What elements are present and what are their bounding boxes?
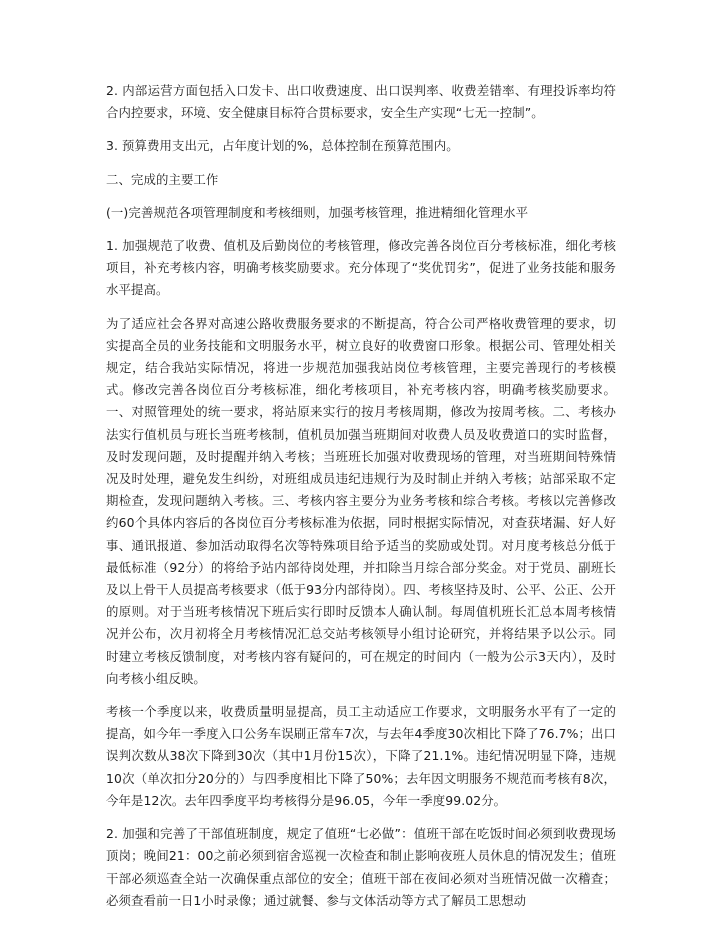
paragraph-assessment-details: 为了适应社会各界对高速公路收费服务要求的不断提高，符合公司严格收费管理的要求，切实提高全员的业务技能和文明服务水平，树立良好的收费窗口形象。根据公司、管理处相关规定，结合我站实际情况，将进一步规范加强我站岗位考核管理，主要完善现行的考核模式。修改完善各岗位百分考核标准，细化考核项目，补充考核内容，明确考核奖励要求。一、对照管理处的统一要求，将站原来实行的按月考核周期，修改为按周考核。二、考核办法实行值机员与班长当班考核制，值机员加强当班期间对收费人员及收费道口的实时监督，及时发现问题，及时提醒并纳入考核；当班班长加强对收费现场的管理，对当班期间特殊情况及时处理，避免发生纠纷，对班组成员违纪违规行为及时制止并纳入考核；站部采取不定期检查，发现问题纳入考核。三、考核内容主要分为业务考核和综合考核。考核以完善修改约60个具体内容后的各岗位百分考核标准为依据，同时根据实际情况，对查获堵漏、好人好事、通讯报道、参加活动取得名次等特殊项目给予适当的奖励或处罚。对月度考核总分低于最低标准（92分）的将给予站内部待岗处理，并扣除当月综合部分奖金。对于党员、副班长及以上骨干人员提高考核要求（低于93分内部待岗）。四、考核坚持及时、公平、公正、公开的原则。对于当班考核情况下班后实行即时反馈本人确认制。每周值机班长汇总本周考核情况并公布，次月初将全月考核情况汇总交站考核领导小组讨论研究，并将结果予以公示。同时建立考核反馈制度，对考核内容有疑问的，可在规定的时间内（一般为公示3天内），及时向考核小组反映。 [106,315,616,686]
paragraph-quarter-results: 考核一个季度以来，收费质量明显提高，员工主动适应工作要求，文明服务水平有了一定的提高，如今年一季度入口公务车误刷正常车7次，与去年4季度30次相比下降了76.7%；出口误判次数从38次下降到30次（其中1月份15次），下降了21.1%。违纪情况明显下降，违规10次（单次扣分20分的）与四季度相比下降了50%；去年因文明服务不规范而考核有8次，今年是12次。去年四季度平均考核得分是96.05，今年一季度99.02分。 [106,704,616,808]
paragraph-internal-operations: 2. 内部运营方面包括入口发卡、出口收费速度、出口误判率、收费差错率、有理投诉率均符合内控要求，环境、安全健康目标符合贯标要求，安全生产实现“七无一控制”。 [106,83,616,121]
paragraph-duty-system: 2. 加强和完善了干部值班制度，规定了值班“七必做”：值班干部在吃饭时间必须到收费现场顶岗；晚间21：00之前必须到宿舍巡视一次检查和制止影响夜班人员休息的情况发生；值班干部必须巡查全站一次确保重点部位的安全；值班干部在夜间必须对当班情况做一次稽查；必须查看前一日1小时录像；通过就餐、参与文体活动等方式了解员工思想动 [106,826,616,908]
subsection-heading-management: (一)完善规范各项管理制度和考核细则，加强考核管理，推进精细化管理水平 [106,204,529,220]
paragraph-budget: 3. 预算费用支出元，占年度计划的%，总体控制在预算范围内。 [106,138,459,154]
section-heading-main-work: 二、完成的主要工作 [106,171,219,187]
paragraph-assessment-standards: 1. 加强规范了收费、值机及后勤岗位的考核管理，修改完善各岗位百分考核标准，细化考核项目，补充考核内容，明确考核奖励要求。充分体现了“奖优罚劣”，促进了业务技能和服务水平提高。 [106,238,616,298]
